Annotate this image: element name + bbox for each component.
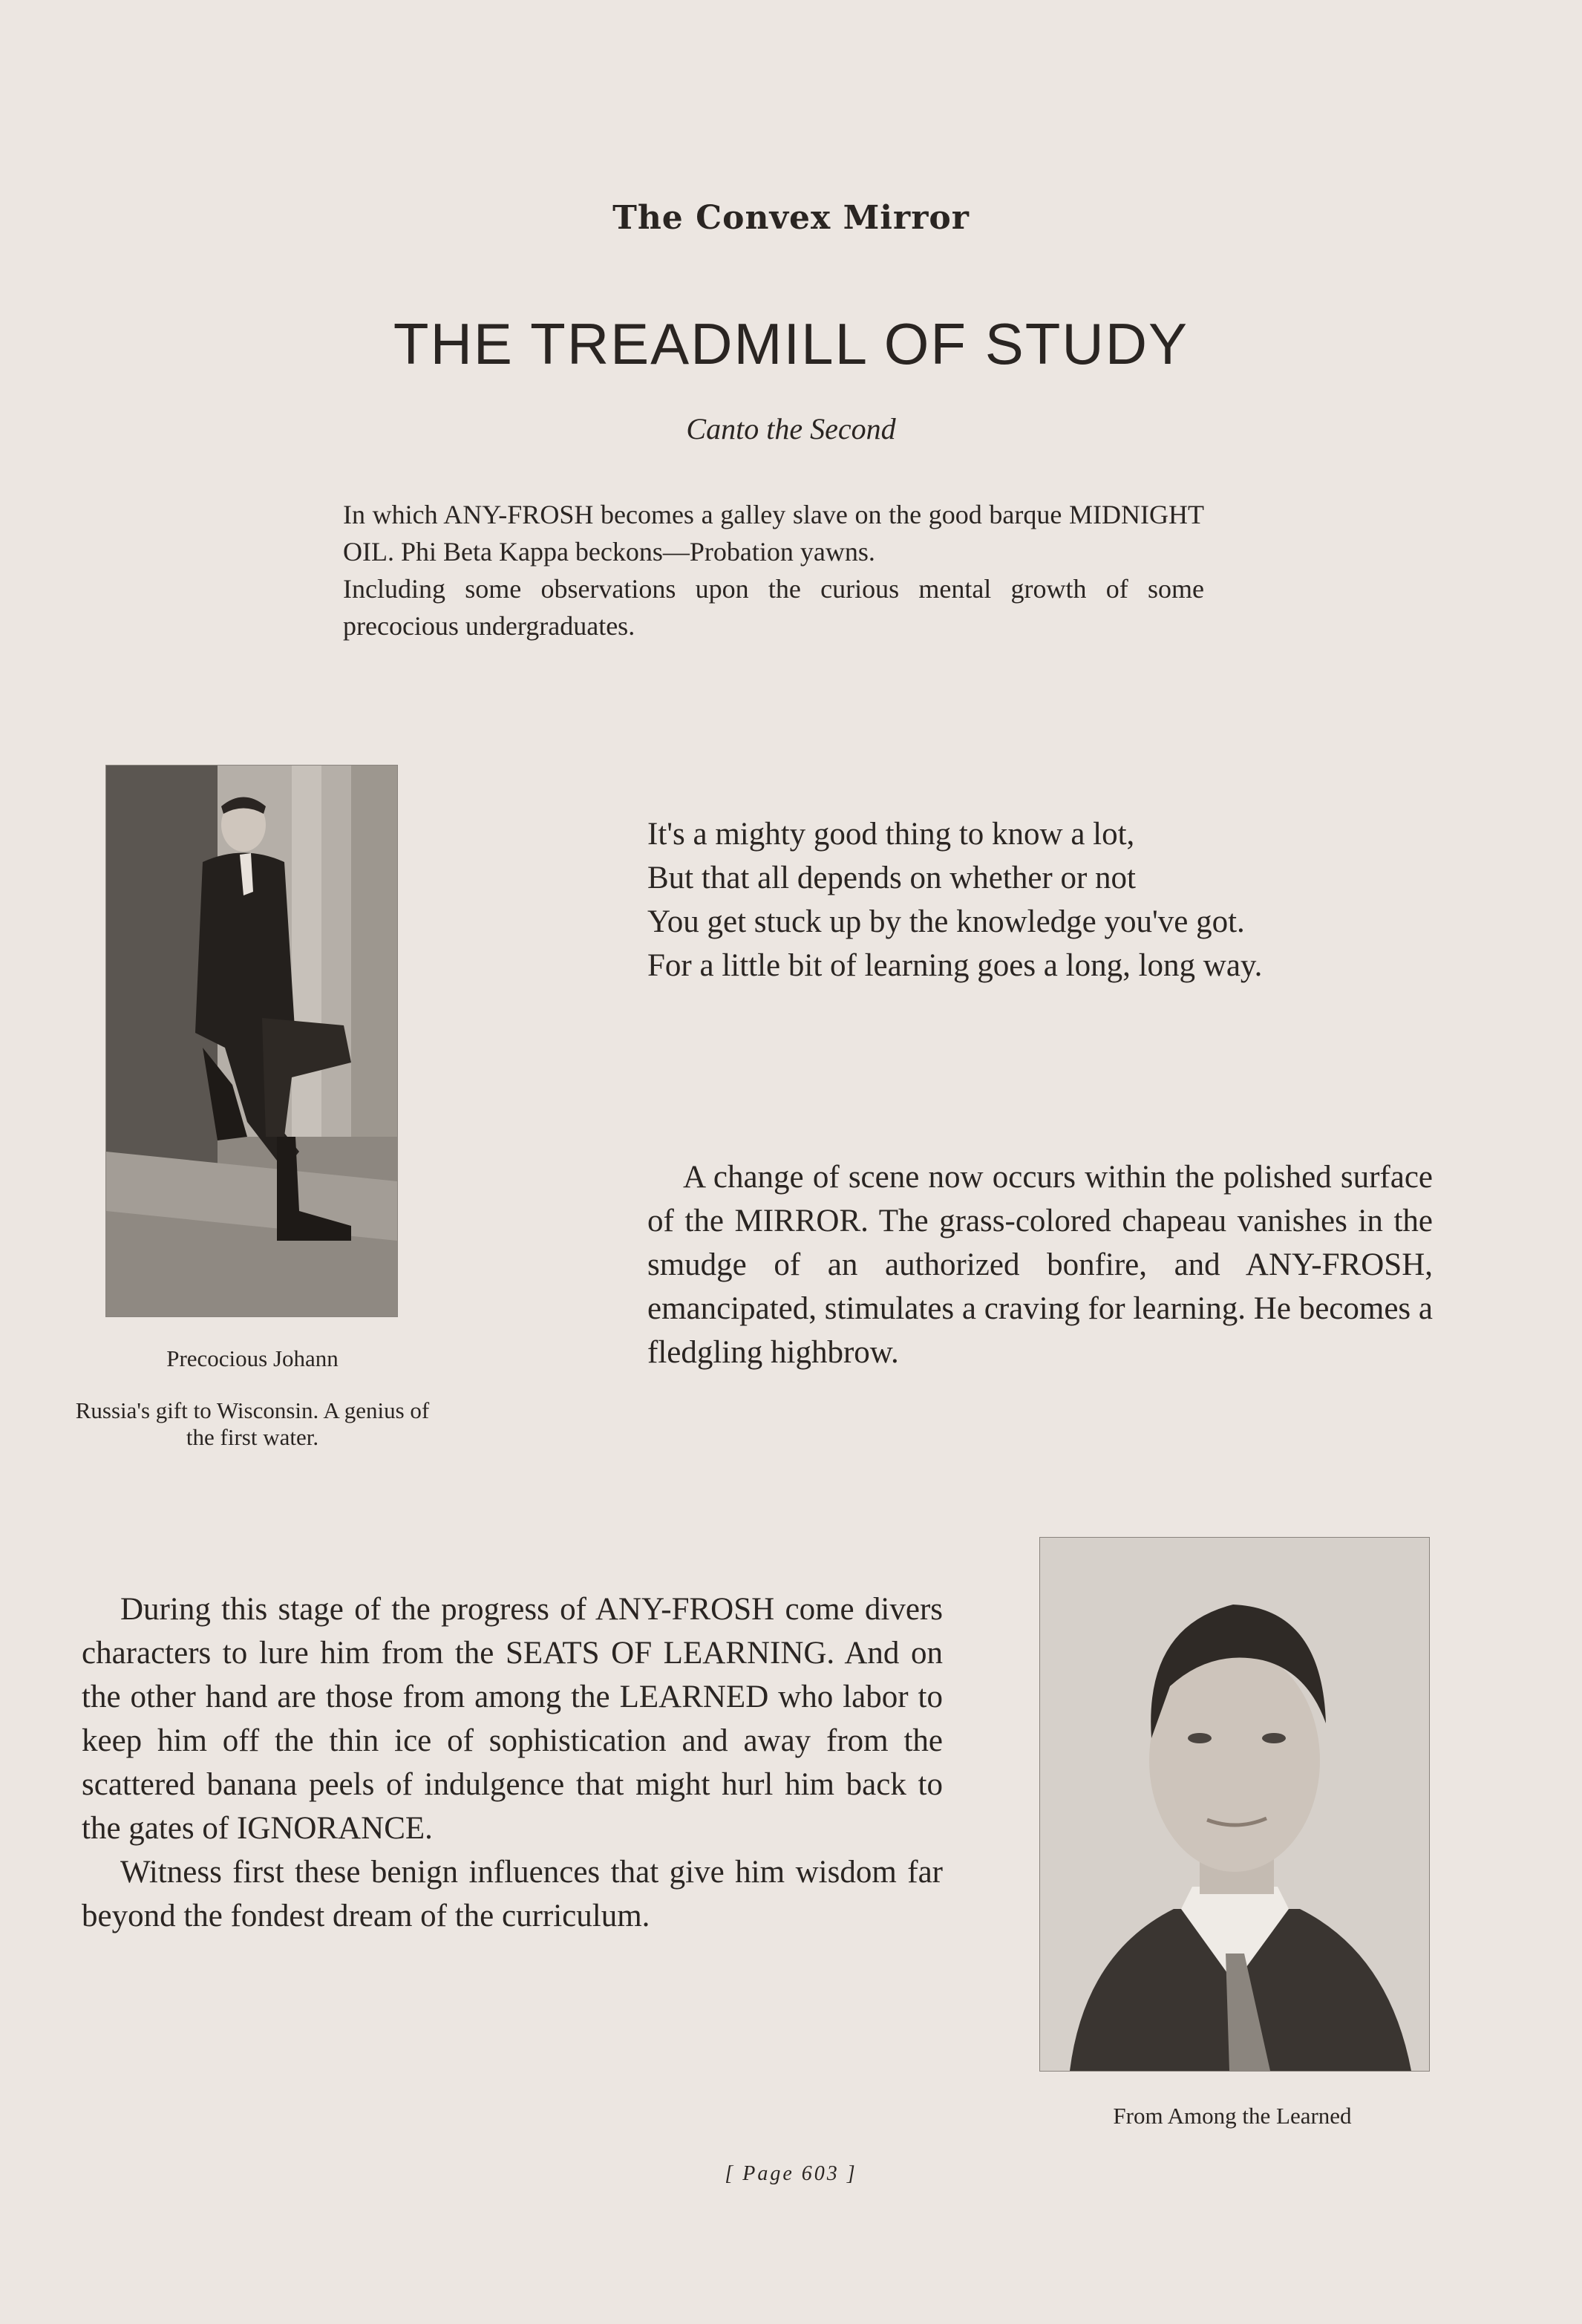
change-of-scene-paragraph: A change of scene now occurs within the polished surface of the MIRROR. The grass-colored chapeau vanishes in the smudge of an authorized bonfire, and ANY-FROSH, emancipated, stimulates a craving for learning. He becomes a fledgling highbrow. bbox=[647, 1160, 1433, 1370]
photo-learned-portrait bbox=[1039, 1537, 1430, 2072]
intro-block bbox=[343, 496, 1204, 644]
poem-line: But that all depends on whether or not bbox=[647, 861, 1136, 895]
intro-paragraph-2-text: Including some observations upon the curious mental growth of some precocious undergraduates. bbox=[343, 574, 1204, 641]
page-number: [ Page 603 ] bbox=[725, 2162, 857, 2185]
subtitle: Canto the Second bbox=[686, 412, 896, 445]
intro-paragraph-2 bbox=[343, 570, 1204, 644]
page-title: THE TREADMILL OF STUDY bbox=[393, 311, 1189, 376]
standing-man-photo bbox=[106, 766, 397, 1316]
photo2-caption: From Among the Learned bbox=[1113, 2103, 1352, 2129]
poem-line: It's a mighty good thing to know a lot, bbox=[647, 817, 1135, 852]
portrait-photo bbox=[1040, 1538, 1429, 2071]
photo-precocious-johann bbox=[105, 765, 398, 1317]
during-block bbox=[82, 1587, 943, 1938]
running-header: The Convex Mirror bbox=[612, 199, 970, 237]
during-paragraph-2: Witness first these benign influences that give him wisdom far beyond the fondest dream of the curriculum. bbox=[82, 1855, 943, 1933]
photo1-caption-name: Precocious Johann bbox=[166, 1345, 339, 1371]
photo1-caption-desc: Russia's gift to Wisconsin. A genius of the first water. bbox=[75, 1397, 430, 1450]
poem-line: For a little bit of learning goes a long, long way. bbox=[647, 948, 1263, 983]
poem-line: You get stuck up by the knowledge you've got. bbox=[647, 904, 1245, 939]
during-paragraph-1: During this stage of the progress of ANY-FROSH come divers characters to lure him from the SEATS OF LEARNING. And on the other hand are those from among the LEARNED who labor to keep him off the thin ice of sophistication and away from the scattered banana peels of indulgence that might hurl him back to the gates of IGNORANCE. bbox=[82, 1592, 943, 1846]
intro-paragraph-1: In which ANY-FROSH becomes a galley slave on the good barque MIDNIGHT OIL. Phi Beta Kappa beckons—Probation yawns. bbox=[343, 500, 1204, 567]
poem bbox=[647, 812, 1449, 988]
